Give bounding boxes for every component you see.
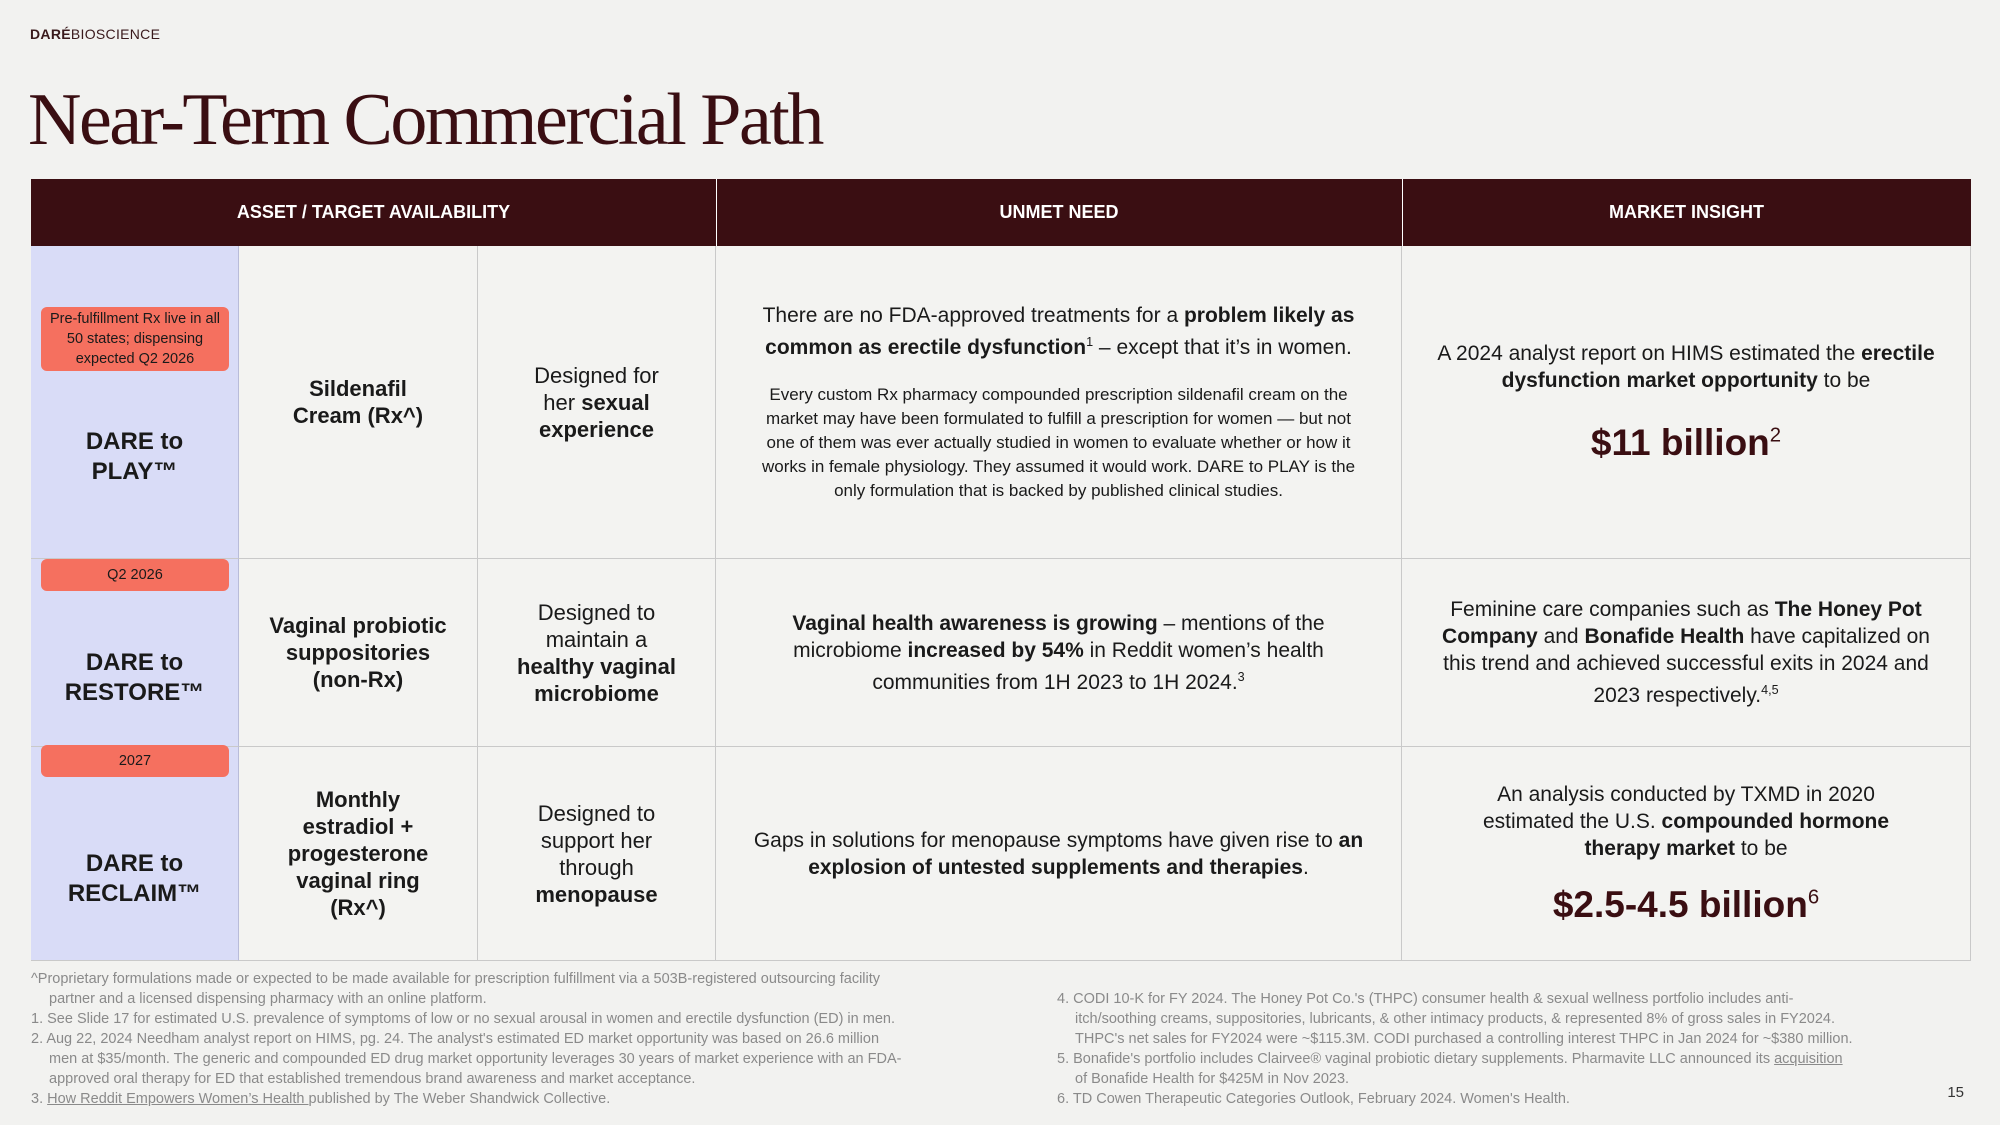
header-divider: [1402, 179, 1403, 246]
design-text: Designed for her sexual experience: [534, 362, 659, 442]
asset-name: DARE to PLAY™: [85, 428, 184, 485]
footnote-caret-cont: partner and a licensed dispensing pharmacy with an online platform.: [49, 991, 487, 1007]
header-divider: [716, 179, 717, 246]
market-insight-text: Feminine care companies such as The Honey Pot Company and Bonafide Health have capitalized on this trend and achieved successful exits in 2024 and 2023 respectively.$^{4,5}$: [1442, 598, 1930, 707]
product-cell: [239, 559, 478, 747]
header-asset: ASSET / TARGET AVAILABILITY: [31, 179, 716, 246]
footnote-2: 2. Aug 22, 2024 Needham analyst report on HIMS, pg. 24. The analyst's estimated ED market opportunity was based on 26.6 million: [31, 1031, 880, 1047]
design-cell: [478, 559, 716, 747]
product-cell: [239, 747, 478, 961]
footnote-4-cont: THPC's net sales for FY2024 were ~$115.3M. CODI purchased a controlling interest THPC in Jan 2024 for ~$380 million.: [1075, 1031, 1853, 1047]
footnote-2-cont: approved oral therapy for ED that established tremendous brand awareness and market acceptance.: [49, 1071, 696, 1087]
design-cell: [478, 747, 716, 961]
footnote-caret: ^Proprietary formulations made or expected to be made available for prescription fulfillment via a 503B-registered outsourcing facility: [31, 971, 881, 987]
asset-name: DARE to RESTORE™: [64, 648, 205, 706]
market-insight-text: A 2024 analyst report on HIMS estimated the erectile dysfunction market opportunity to be: [1437, 342, 1935, 392]
page-title: Near-Term Commercial Path: [28, 79, 822, 161]
commercial-path-table: [31, 179, 1971, 961]
unmet-need-text: Gaps in solutions for menopause symptoms have given rise to an explosion of untested supplements and therapies.: [753, 828, 1364, 879]
product-cell: [239, 246, 478, 559]
footnote-5: 5. Bonafide's portfolio includes Clairvee® vaginal probiotic dietary supplements. Pharmavite LLC announced its acquisition: [1057, 1051, 1843, 1067]
unmet-need-text: Vaginal health awareness is growing – mentions of the microbiome increased by 54% in Reddit women’s health communities from 1H 2023 to 1H 2024.$^3$: [792, 611, 1325, 694]
product-name: Sildenafil Cream (Rx^): [292, 376, 424, 428]
product-name: Vaginal probiotic suppositories (non-Rx): [269, 613, 447, 692]
footnotes-left: [31, 969, 1051, 1109]
footnote-2-cont: men at $35/month. The generic and compounded ED drug market opportunity leverages 30 years of market experience with an FDA-: [49, 1051, 902, 1067]
footnote-4: 4. CODI 10-K for FY 2024. The Honey Pot Co.'s (THPC) consumer health & sexual wellness portfolio includes anti-: [1057, 991, 1794, 1007]
footnote-1: 1. See Slide 17 for estimated U.S. prevalence of symptoms of low or no sexual arousal in women and erectile dysfunction (ED) in men.: [31, 1011, 895, 1027]
market-insight-text: An analysis conducted by TXMD in 2020 estimated the U.S. compounded hormone therapy market to be: [1482, 783, 1890, 860]
design-text: Designed to support her through menopause: [535, 800, 658, 907]
unmet-need-cell: [716, 246, 1402, 559]
footnote-6: 6. TD Cowen Therapeutic Categories Outlook, February 2024. Women's Health.: [1057, 1091, 1570, 1107]
market-insight-cell: [1402, 747, 1971, 961]
asset-name: DARE to RECLAIM™: [67, 849, 202, 907]
market-insight-cell: [1402, 246, 1971, 559]
page-number: 15: [1947, 1084, 1964, 1101]
asset-cell-reclaim: [31, 747, 239, 961]
footnote-4-cont: itch/soothing creams, suppositories, lubricants, & other intimacy products, & represented 8% of gross sales in FY2024.: [1075, 1011, 1836, 1027]
footnote-3: 3. How Reddit Empowers Women’s Health published by The Weber Shandwick Collective.: [31, 1091, 611, 1107]
unmet-need-text: There are no FDA-approved treatments for a problem likely as common as erectile dysfunction$^1$ – except that it’s in women.: [762, 303, 1355, 359]
company-logo: DARÉBIOSCIENCE: [30, 26, 161, 42]
footnote-3-link[interactable]: How Reddit Empowers Women’s Health: [47, 1091, 309, 1107]
market-size-value: $2.5-4.5 billion$^6$: [1552, 884, 1820, 925]
design-cell: [478, 246, 716, 559]
market-insight-cell: [1402, 559, 1971, 747]
product-name: Monthly estradiol + progesterone vaginal ring (Rx^): [287, 787, 429, 920]
availability-badge: 2027: [41, 745, 229, 777]
footnote-5-link[interactable]: acquisition: [1774, 1051, 1843, 1067]
availability-badge: Pre-fulfillment Rx live in all 50 states; dispensing expected Q2 2026: [41, 307, 229, 371]
market-size-value: $11 billion$^2$: [1590, 422, 1782, 463]
design-text: Designed to maintain a healthy vaginal microbiome: [517, 599, 676, 706]
header-market-insight: MARKET INSIGHT: [1402, 179, 1971, 246]
unmet-need-cell: [716, 747, 1402, 961]
unmet-need-detail: Every custom Rx pharmacy compounded prescription sildenafil cream on the market may have been formulated to fulfill a prescription for women — but not one of them was ever actually studied in women to evaluate whether or how it works in female physiology. They assumed it would work. DARE to PLAY is the only formulation that is backed by published clinical studies.: [761, 384, 1356, 500]
footnote-5-cont: of Bonafide Health for $425M in Nov 2023.: [1075, 1071, 1350, 1087]
availability-badge: Q2 2026: [41, 559, 229, 591]
footnotes-right: [1057, 989, 1977, 1109]
unmet-need-cell: [716, 559, 1402, 747]
header-unmet-need: UNMET NEED: [716, 179, 1402, 246]
asset-cell-play: [31, 246, 239, 559]
